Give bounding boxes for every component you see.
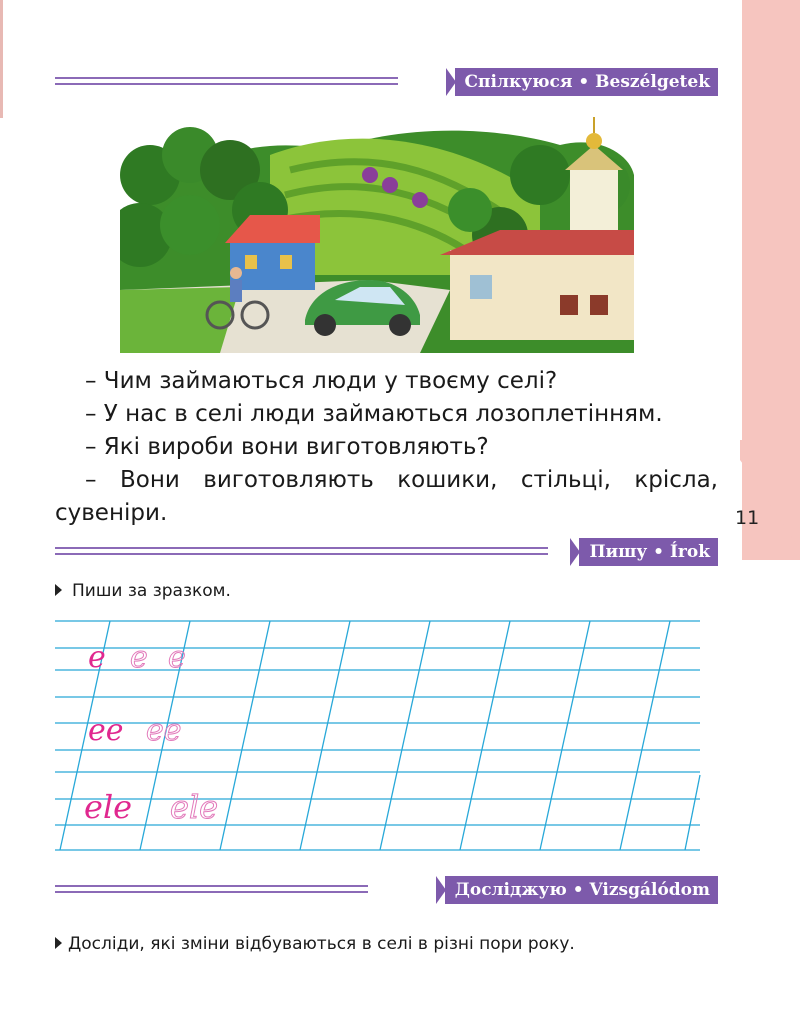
tracing-letters: ee	[146, 713, 182, 748]
dialog-line: сувеніри.	[55, 500, 168, 526]
page-number: 11	[735, 507, 760, 529]
section-header-write	[55, 538, 718, 566]
side-tab-curve	[740, 440, 800, 560]
dialog-line: – Які вироби вони виготовляють?	[85, 434, 489, 460]
margin-mark	[0, 0, 3, 118]
write-instruction	[55, 581, 231, 601]
dialog-line: – Чим займаються люди у твоєму селі?	[85, 368, 558, 394]
section-title-write: Пишу • Írok	[579, 538, 718, 566]
tracing-letters: ele	[170, 788, 219, 826]
tracing-letter: e	[130, 640, 148, 675]
dialog-line: – У нас в селі люди займаються лозоплетінням.	[85, 401, 663, 427]
explore-instruction	[55, 934, 575, 954]
bullet-arrow-icon	[55, 584, 62, 596]
tracing-letter: e	[168, 640, 186, 675]
sample-letter: e	[88, 640, 106, 675]
dialog-line: – Вони виготовляють кошики, стільці, крісла,	[85, 467, 718, 493]
section-header-explore	[55, 876, 718, 904]
sample-letters: ee	[88, 713, 124, 748]
section-title-talk: Спілкуюся • Beszélgetek	[455, 68, 718, 96]
section-title-explore: Досліджую • Vizsgálódom	[445, 876, 718, 904]
bullet-arrow-icon	[55, 937, 62, 949]
sample-letters: ele	[84, 788, 133, 826]
explore-instruction-text: Досліди, які зміни відбуваються в селі в різні пори року.	[68, 934, 575, 954]
section-header-talk	[55, 68, 718, 96]
village-illustration	[120, 115, 634, 353]
dialog-text	[55, 365, 718, 530]
write-instruction-text: Пиши за зразком.	[72, 581, 231, 601]
